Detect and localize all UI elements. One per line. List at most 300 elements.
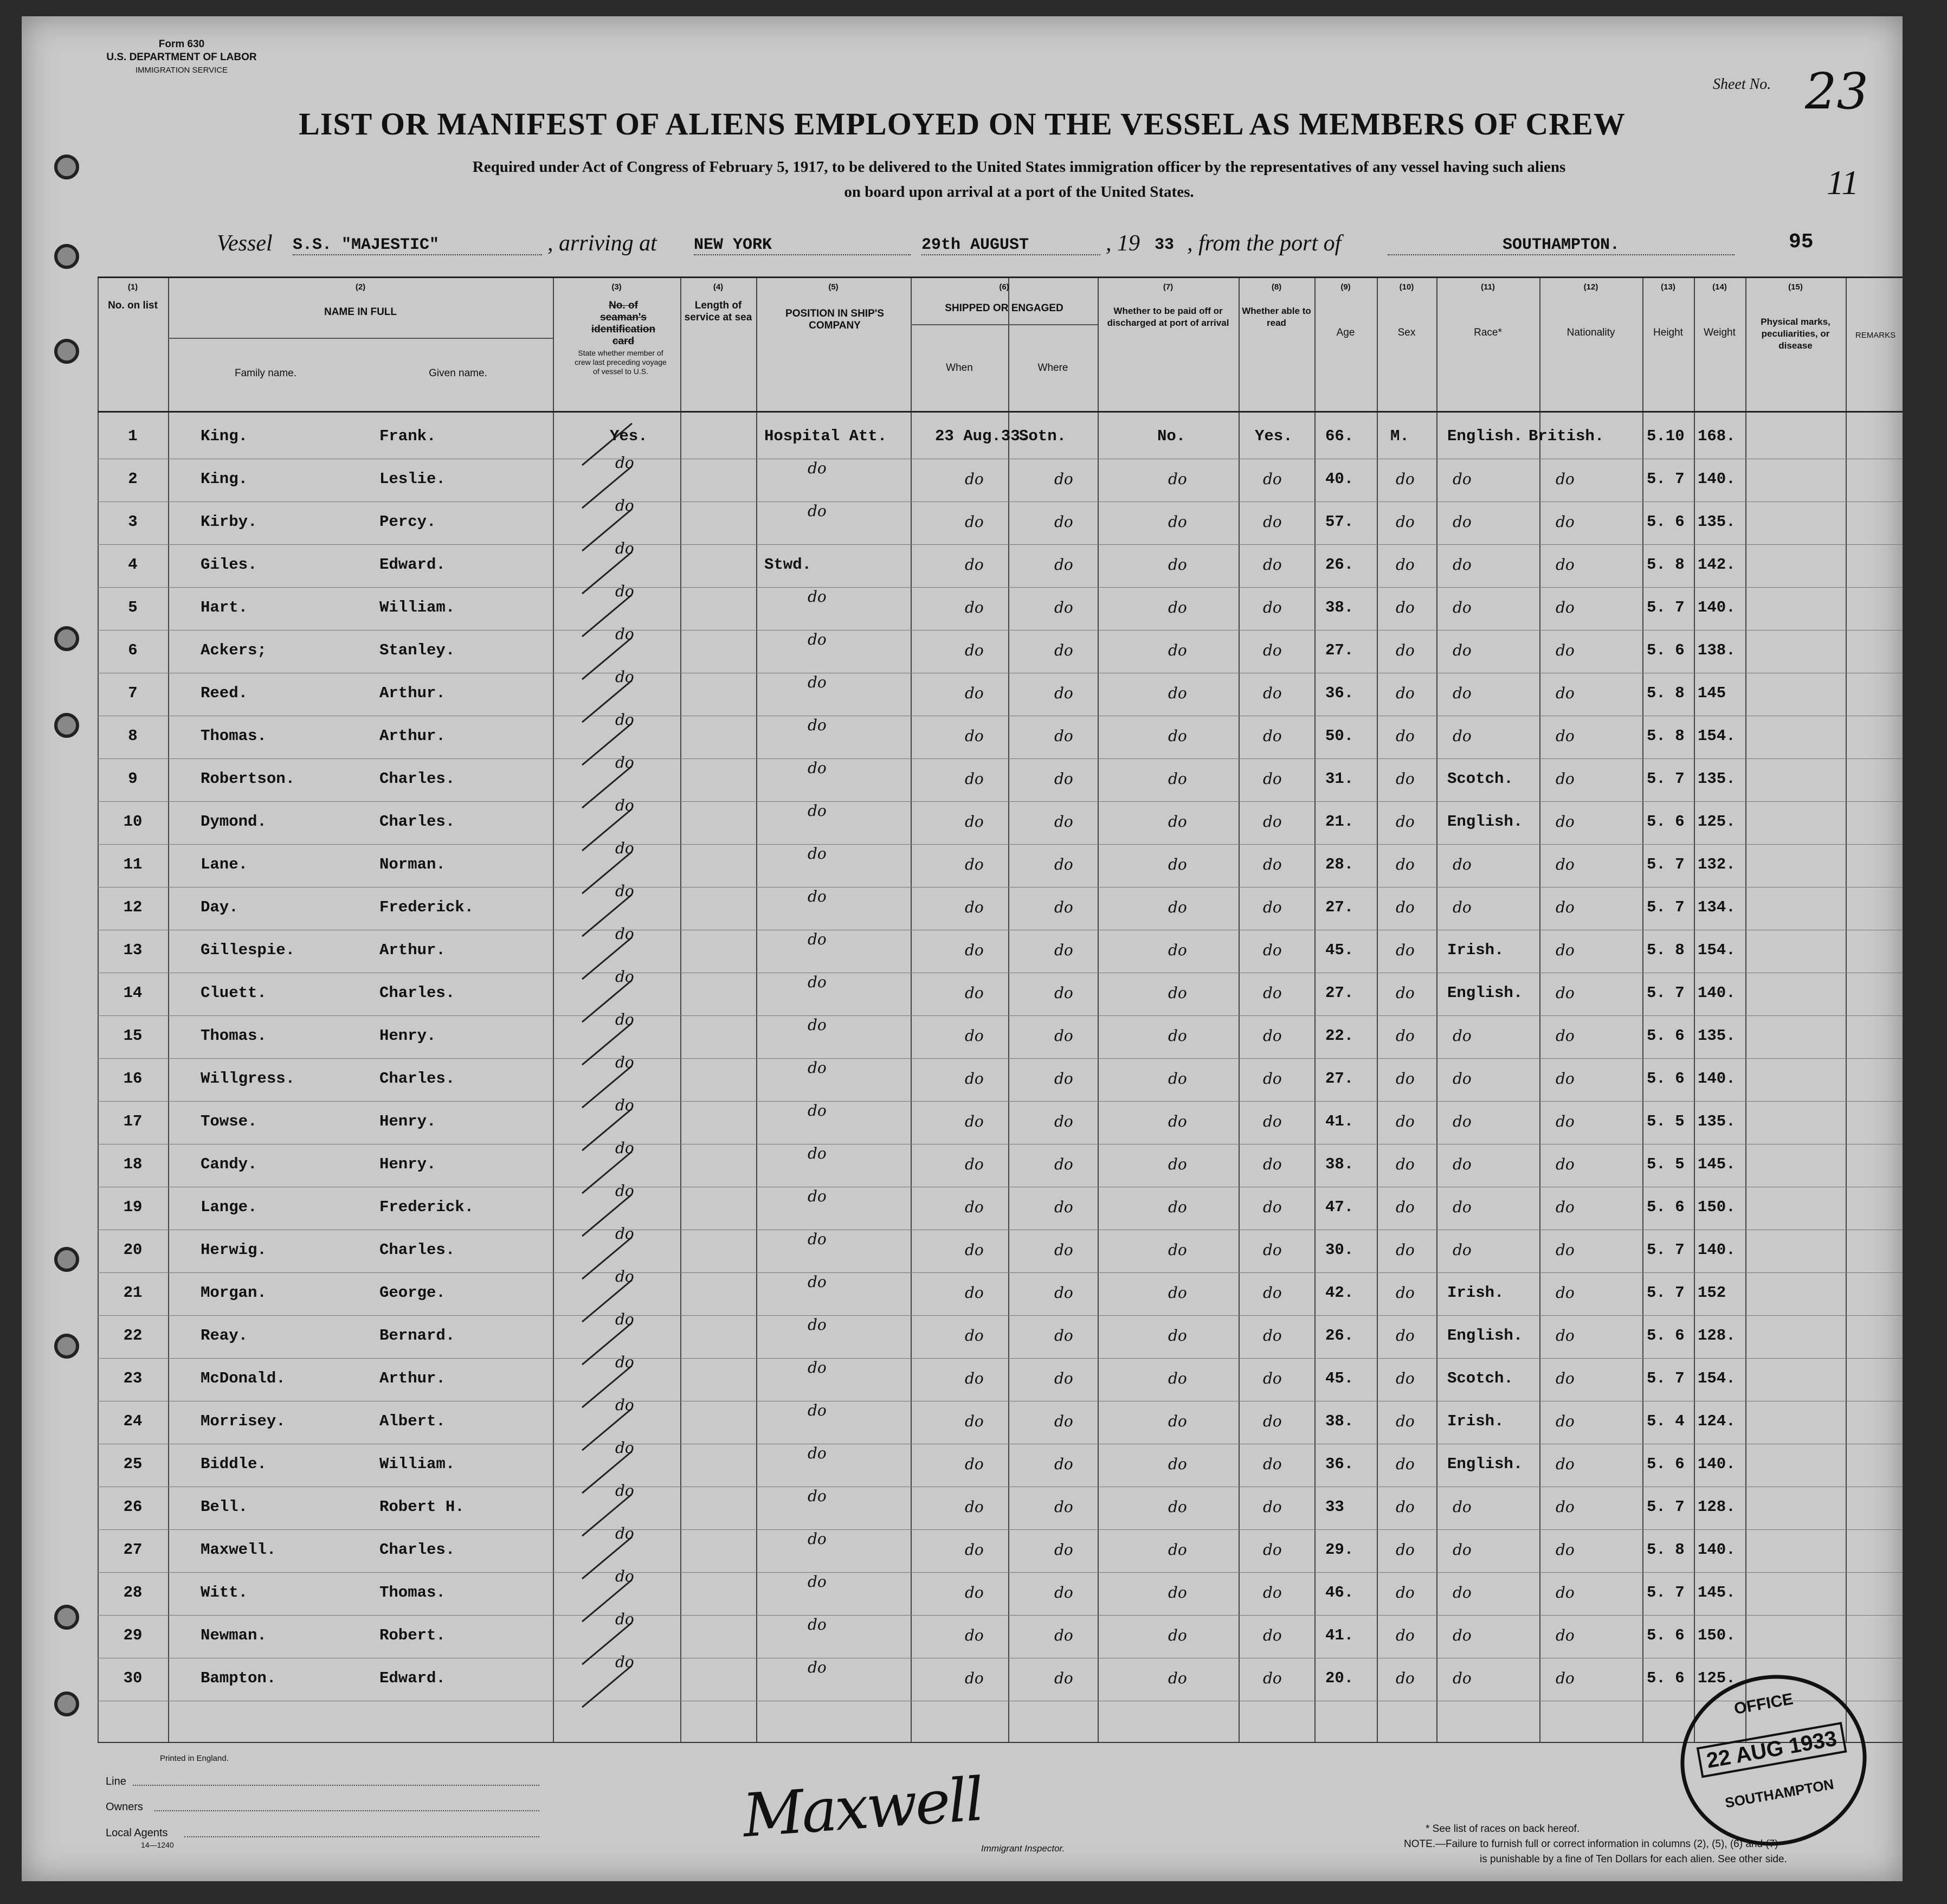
cell-height: 5.10 [1647,427,1685,445]
cell-position: do [808,459,827,477]
cell-age: 38. [1325,599,1354,616]
cell-paid: do [1168,984,1187,1002]
subtitle-line-1: Required under Act of Congress of February 5, 1917, to be delivered to the United States immigration officer by the representatives of any vessel having such aliens [472,158,1566,176]
cell-sex: do [1396,727,1415,745]
cell-weight: 140. [1698,470,1736,488]
cell-voyage: do [615,1096,634,1114]
cell-height: 5. 7 [1647,855,1685,873]
cell-given: Thomas. [379,1584,446,1601]
binder-hole [54,713,79,738]
cell-given: Charles. [379,813,455,831]
cell-where: do [1054,470,1073,488]
cell-nat: do [1556,1198,1575,1216]
cell-read: do [1263,513,1282,531]
cell-height: 5. 8 [1647,1541,1685,1559]
binder-hole [54,626,79,651]
cell-family: Robertson. [201,770,295,788]
cell-sex: do [1396,1284,1415,1302]
cell-read: do [1263,984,1282,1002]
cell-nat: do [1556,1070,1575,1088]
cell-no: 23 [123,1369,143,1387]
cell-family: Ackers; [201,641,267,659]
cell-read: do [1263,941,1282,959]
cell-age: 46. [1325,1584,1354,1601]
cell-given: Stanley. [379,641,455,659]
cell-paid: do [1168,470,1187,488]
cell-given: Charles. [379,1541,455,1559]
cell-race: do [1453,1498,1472,1516]
cell-no: 8 [128,727,138,745]
cell-sex: do [1396,684,1415,702]
cell-no: 25 [123,1455,143,1473]
line-label: Line [106,1776,126,1787]
cell-given: Charles. [379,770,455,788]
cell-weight: 128. [1698,1327,1736,1345]
form-info [92,38,271,77]
cell-voyage: do [615,1268,634,1285]
cell-paid: do [1168,1027,1187,1045]
form-code: 14—1240 [141,1841,174,1849]
cell-age: 40. [1325,470,1354,488]
cell-sex: do [1396,470,1415,488]
cell-race: Irish. [1447,941,1504,959]
cell-read: do [1263,813,1282,831]
cell-sex: do [1396,1112,1415,1130]
cell-family: Cluett. [201,984,267,1002]
arrival-date: 29th AUGUST [921,236,1100,255]
cell-race: do [1453,1584,1472,1601]
cell-given: Frederick. [379,1198,474,1216]
cell-race: Scotch. [1447,770,1513,788]
cell-no: 10 [123,813,143,831]
col-num-13: (13) [1661,282,1675,292]
cell-given: Charles. [379,984,455,1002]
cell-where: do [1054,513,1073,531]
cell-position: do [808,1359,827,1376]
cell-paid: do [1168,1070,1187,1088]
cell-given: Frederick. [379,898,474,916]
cell-weight: 124. [1698,1412,1736,1430]
cell-given: Edward. [379,556,446,574]
cell-nat: do [1556,1027,1575,1045]
cell-family: Willgress. [201,1070,295,1088]
cell-age: 45. [1325,941,1354,959]
cell-weight: 152 [1698,1284,1726,1302]
cell-voyage: do [615,1525,634,1542]
cell-family: Day. [201,898,238,916]
cell-read: do [1263,1070,1282,1088]
cell-race: do [1453,513,1472,531]
cell-voyage: do [615,1182,634,1200]
header-shipped-engaged: SHIPPED OR ENGAGED [945,303,1063,314]
cell-weight: 140. [1698,1241,1736,1259]
cell-sex: do [1396,1541,1415,1559]
page-title: LIST OR MANIFEST OF ALIENS EMPLOYED ON THE VESSEL AS MEMBERS OF CREW [299,106,1626,141]
cell-race: do [1453,1241,1472,1259]
cell-no: 13 [123,941,143,959]
cell-nat: do [1556,1155,1575,1173]
cell-sex: do [1396,1155,1415,1173]
cell-when: do [965,470,984,488]
cell-family: Lange. [201,1198,257,1216]
cell-paid: do [1168,941,1187,959]
binder-hole [54,1691,79,1716]
cell-when: do [965,1155,984,1173]
cell-sex: do [1396,1455,1415,1473]
cell-paid: do [1168,1241,1187,1259]
cell-no: 9 [128,770,138,788]
cell-weight: 154. [1698,941,1736,959]
cell-read: do [1263,1327,1282,1345]
cell-sex: do [1396,770,1415,788]
cell-age: 27. [1325,984,1354,1002]
cell-voyage: do [615,1011,634,1028]
cell-no: 3 [128,513,138,531]
cell-weight: 134. [1698,898,1736,916]
cell-race: do [1453,599,1472,616]
cell-sex: do [1396,556,1415,574]
cell-age: 41. [1325,1626,1354,1644]
cell-given: Henry. [379,1155,436,1173]
binder-hole [54,339,79,364]
from-label: , from the port of [1187,231,1342,256]
header-no-on-list: No. on list [108,300,158,311]
cell-when: do [965,1241,984,1259]
cell-nat: do [1556,599,1575,616]
cell-read: do [1263,1284,1282,1302]
cell-height: 5. 7 [1647,1584,1685,1601]
cell-where: do [1054,1626,1073,1644]
cell-voyage: do [615,497,634,514]
cell-race: do [1453,470,1472,488]
cell-family: Bampton. [201,1669,276,1687]
cell-position: do [808,1187,827,1205]
cell-position: do [808,1144,827,1162]
col-num-7: (7) [1163,282,1174,292]
cell-race: do [1453,1626,1472,1644]
cell-no: 29 [123,1626,143,1644]
cell-no: 21 [123,1284,143,1302]
cell-position: do [808,1616,827,1633]
cell-height: 5. 7 [1647,1369,1685,1387]
cell-sex: do [1396,1412,1415,1430]
cell-paid: do [1168,855,1187,873]
cell-paid: do [1168,1541,1187,1559]
cell-race: do [1453,1541,1472,1559]
cell-where: do [1054,1070,1073,1088]
cell-voyage: do [615,711,634,729]
cell-race: do [1453,641,1472,659]
cell-when: do [965,1669,984,1687]
cell-voyage: do [615,668,634,686]
cell-age: 47. [1325,1198,1354,1216]
cell-nat: do [1556,641,1575,659]
cell-read: do [1263,898,1282,916]
arrival-year: 33 [1155,236,1175,254]
cell-nat: do [1556,1412,1575,1430]
cell-read: do [1263,1112,1282,1130]
cell-paid: do [1168,1412,1187,1430]
cell-nat: do [1556,1584,1575,1601]
cell-family: Bell. [201,1498,248,1516]
cell-nat: do [1556,1669,1575,1687]
col-num-2: (2) [355,282,366,292]
cell-height: 5. 8 [1647,941,1685,959]
cell-given: Edward. [379,1669,446,1687]
cell-age: 36. [1325,684,1354,702]
cell-position: do [808,1230,827,1248]
cell-when: do [965,1626,984,1644]
cell-when: do [965,1498,984,1516]
cell-given: Charles. [379,1241,455,1259]
stamp-top: OFFICE [1732,1690,1795,1718]
cell-sex: do [1396,1241,1415,1259]
cell-where: do [1054,1498,1073,1516]
cell-nat: do [1556,727,1575,745]
cell-weight: 125. [1698,1669,1736,1687]
cell-when: do [965,1584,984,1601]
cell-nat: do [1556,1112,1575,1130]
cell-age: 26. [1325,1327,1354,1345]
cell-voyage: do [615,1225,634,1243]
cell-where: do [1054,1369,1073,1387]
cell-position: do [808,1487,827,1505]
cell-read: do [1263,556,1282,574]
cell-weight: 154. [1698,727,1736,745]
cell-when: do [965,1198,984,1216]
cell-race: Irish. [1447,1284,1504,1302]
vessel-line [217,230,1832,263]
cell-paid: do [1168,1327,1187,1345]
cell-height: 5. 6 [1647,1327,1685,1345]
header-height: Height [1653,327,1683,338]
cell-where: do [1054,855,1073,873]
cell-paid: No. [1157,427,1186,445]
col-num-12: (12) [1583,282,1598,292]
cell-no: 28 [123,1584,143,1601]
cell-nat: do [1556,556,1575,574]
cell-race: Scotch. [1447,1369,1513,1387]
col-num-6: (6) [999,282,1009,292]
cell-read: do [1263,1027,1282,1045]
departure-port: SOUTHAMPTON. [1388,236,1735,255]
cell-read: do [1263,1626,1282,1644]
cell-sex: do [1396,1327,1415,1345]
cell-voyage: do [615,1396,634,1414]
cell-voyage: do [615,625,634,643]
cell-paid: do [1168,1498,1187,1516]
cell-when: do [965,813,984,831]
cell-when: do [965,684,984,702]
cell-sex: do [1396,898,1415,916]
cell-sex: do [1396,1584,1415,1601]
cell-where: do [1054,1241,1073,1259]
header-age: Age [1336,327,1355,338]
cell-where: do [1054,1284,1073,1302]
cell-height: 5. 7 [1647,770,1685,788]
header-given-name: Given name. [429,368,487,379]
cell-height: 5. 6 [1647,1669,1685,1687]
footnote-penalty: NOTE.—Failure to furnish full or correct information in columns (2), (5), (6) and (7) [1404,1838,1778,1850]
cell-height: 5. 8 [1647,684,1685,702]
cell-no: 4 [128,556,138,574]
cell-no: 24 [123,1412,143,1430]
owners-label: Owners [106,1801,143,1813]
footnote-races: * See list of races on back hereof. [1426,1823,1580,1835]
cell-sex: do [1396,813,1415,831]
cell-where: Sotn. [1019,427,1067,445]
cell-age: 26. [1325,556,1354,574]
cell-read: do [1263,1455,1282,1473]
cell-nat: do [1556,984,1575,1002]
cell-no: 20 [123,1241,143,1259]
cell-family: Candy. [201,1155,257,1173]
service: IMMIGRATION SERVICE [135,66,228,75]
cell-nat: do [1556,813,1575,831]
cell-position: do [808,1059,827,1077]
cell-where: do [1054,1541,1073,1559]
cell-race: do [1453,1027,1472,1045]
cell-no: 16 [123,1070,143,1088]
cell-weight: 125. [1698,813,1736,831]
cell-nat: do [1556,898,1575,916]
cell-family: Morgan. [201,1284,267,1302]
cell-given: Robert. [379,1626,446,1644]
cell-given: Robert H. [379,1498,465,1516]
cell-race: do [1453,1669,1472,1687]
cell-voyage: do [615,1567,634,1585]
cell-age: 28. [1325,855,1354,873]
cell-height: 5. 6 [1647,1198,1685,1216]
cell-height: 5. 5 [1647,1155,1685,1173]
cell-age: 29. [1325,1541,1354,1559]
cell-no: 15 [123,1027,143,1045]
cell-when: do [965,1369,984,1387]
cell-when: do [965,1027,984,1045]
cell-no: 30 [123,1669,143,1687]
cell-race: English. [1447,427,1523,445]
cell-paid: do [1168,641,1187,659]
cell-family: Maxwell. [201,1541,276,1559]
cell-nat: do [1556,770,1575,788]
col-num-1: (1) [127,282,138,292]
cell-voyage: do [615,1310,634,1328]
cell-when: do [965,1070,984,1088]
cell-family: Thomas. [201,727,267,745]
cell-when: do [965,727,984,745]
cell-given: Leslie. [379,470,446,488]
cell-sex: do [1396,1669,1415,1687]
cell-sex: do [1396,1498,1415,1516]
cell-paid: do [1168,1626,1187,1644]
cell-family: Reed. [201,684,248,702]
cell-where: do [1054,1112,1073,1130]
cell-weight: 168. [1698,427,1736,445]
cell-position: do [808,1401,827,1419]
cell-family: Lane. [201,855,248,873]
col-num-15: (15) [1788,282,1803,292]
cell-given: Percy. [379,513,436,531]
header-race: Race* [1474,327,1502,338]
cell-height: 5. 8 [1647,556,1685,574]
arrival-port: NEW YORK [694,236,911,255]
cell-age: 38. [1325,1155,1354,1173]
cell-family: Gillespie. [201,941,295,959]
cell-family: Witt. [201,1584,248,1601]
cell-age: 45. [1325,1369,1354,1387]
cell-nat: do [1556,1498,1575,1516]
cell-given: Henry. [379,1027,436,1045]
cell-given: Arthur. [379,684,446,702]
cell-position: do [808,1530,827,1548]
inspector-label: Immigrant Inspector. [981,1843,1065,1854]
binder-hole [54,244,79,269]
cell-where: do [1054,599,1073,616]
header-length-service: Length of service at sea [684,300,752,323]
cell-nat: do [1556,1626,1575,1644]
sheet-label: Sheet No. [1713,76,1771,93]
cell-race: English. [1447,1327,1523,1345]
cell-weight: 145. [1698,1584,1736,1601]
cell-voyage: do [615,882,634,900]
cell-paid: do [1168,1369,1187,1387]
cell-nat: do [1556,1455,1575,1473]
cell-sex: do [1396,941,1415,959]
cell-when: do [965,984,984,1002]
header-family-name: Family name. [234,368,297,379]
crew-count: 95 [1789,230,1814,254]
cell-paid: do [1168,1669,1187,1687]
cell-paid: do [1168,1455,1187,1473]
cell-where: do [1054,556,1073,574]
cell-age: 21. [1325,813,1354,831]
header-name-in-full: NAME IN FULL [324,306,397,318]
cell-voyage: do [615,1439,634,1457]
cell-race: do [1453,684,1472,702]
cell-height: 5. 7 [1647,470,1685,488]
cell-paid: do [1168,1198,1187,1216]
header-sex: Sex [1397,327,1416,338]
cell-race: do [1453,855,1472,873]
cell-age: 20. [1325,1669,1354,1687]
cell-age: 22. [1325,1027,1354,1045]
cell-voyage: do [615,539,634,557]
cell-height: 5. 6 [1647,1626,1685,1644]
cell-when: do [965,1412,984,1430]
cell-voyage: do [615,1610,634,1628]
cell-given: Frank. [379,427,436,445]
header-position: POSITION IN SHIP'S COMPANY [785,308,884,331]
cell-race: do [1453,898,1472,916]
cell-no: 14 [123,984,143,1002]
cell-paid: do [1168,1284,1187,1302]
cell-nat: do [1556,1327,1575,1345]
cell-read: do [1263,470,1282,488]
cell-position: do [808,973,827,991]
cell-sex: do [1396,1198,1415,1216]
cell-when: do [965,1455,984,1473]
cell-voyage: do [615,1053,634,1071]
cell-when: do [965,770,984,788]
cell-given: Arthur. [379,1369,446,1387]
side-mark: 11 [1827,163,1859,202]
cell-no: 27 [123,1541,143,1559]
cell-given: Bernard. [379,1327,455,1345]
cell-when: do [965,556,984,574]
cell-read: do [1263,855,1282,873]
header-remarks: REMARKS [1855,331,1896,340]
cell-race: do [1453,556,1472,574]
